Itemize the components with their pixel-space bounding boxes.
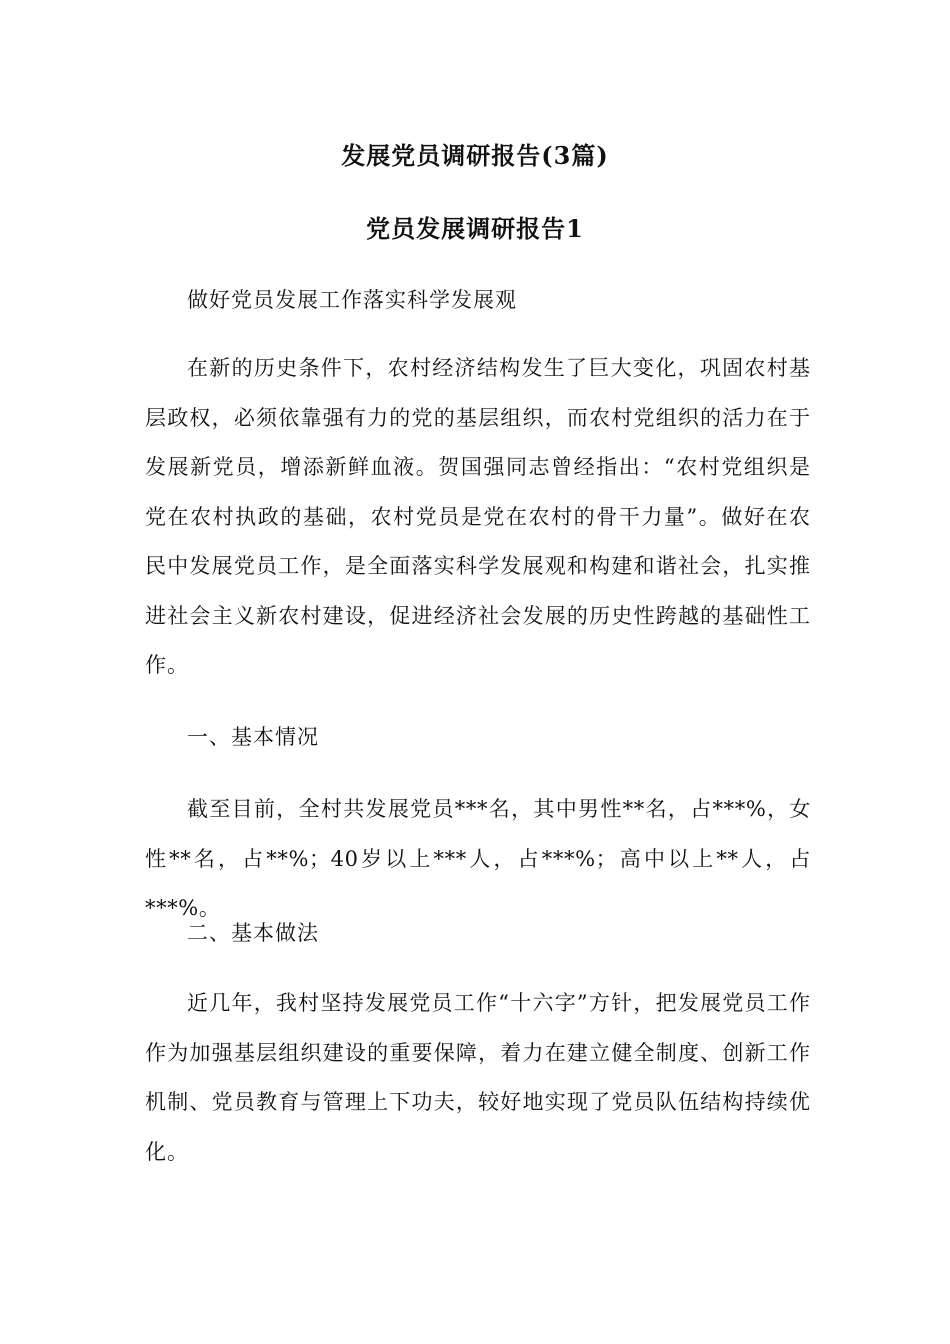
practice-paragraph: 近几年，我村坚持发展党员工作“十六字”方针，把发展党员工作作为加强基层组织建设的重要保障，着力在建立健全制度、创新工作机制、党员教育与管理上下功夫，较好地实现了党员队伍结构持续优化。 bbox=[145, 991, 811, 1164]
section-heading-basic-practice: 二、基本做法 bbox=[187, 921, 319, 945]
report-heading-paragraph: 做好党员发展工作落实科学发展观 bbox=[187, 288, 517, 312]
intro-paragraph: 在新的历史条件下，农村经济结构发生了巨大变化，巩固农村基层政权，必须依靠强有力的党的基层组织，而农村党组织的活力在于发展新党员，增添新鲜血液。贺国强同志曾经指出：“农村党组织是党在农村执政的基础，农村党员是党在农村的骨干力量”。做好在农民中发展党员工作，是全面落实科学发展观和构建和谐社会，扎实推进社会主义新农村建设，促进经济社会发展的历史性跨越的基础性工作。 bbox=[145, 356, 811, 677]
section-heading-basic-situation: 一、基本情况 bbox=[187, 725, 319, 749]
document-title: 发展党员调研报告(3篇) bbox=[341, 141, 609, 170]
report-subtitle: 党员发展调研报告1 bbox=[366, 214, 584, 243]
statistics-paragraph: 截至目前，全村共发展党员***名，其中男性**名，占***%，女性**名，占**%；40岁以上***人，占***%；高中以上**人，占***%。 bbox=[145, 797, 811, 920]
